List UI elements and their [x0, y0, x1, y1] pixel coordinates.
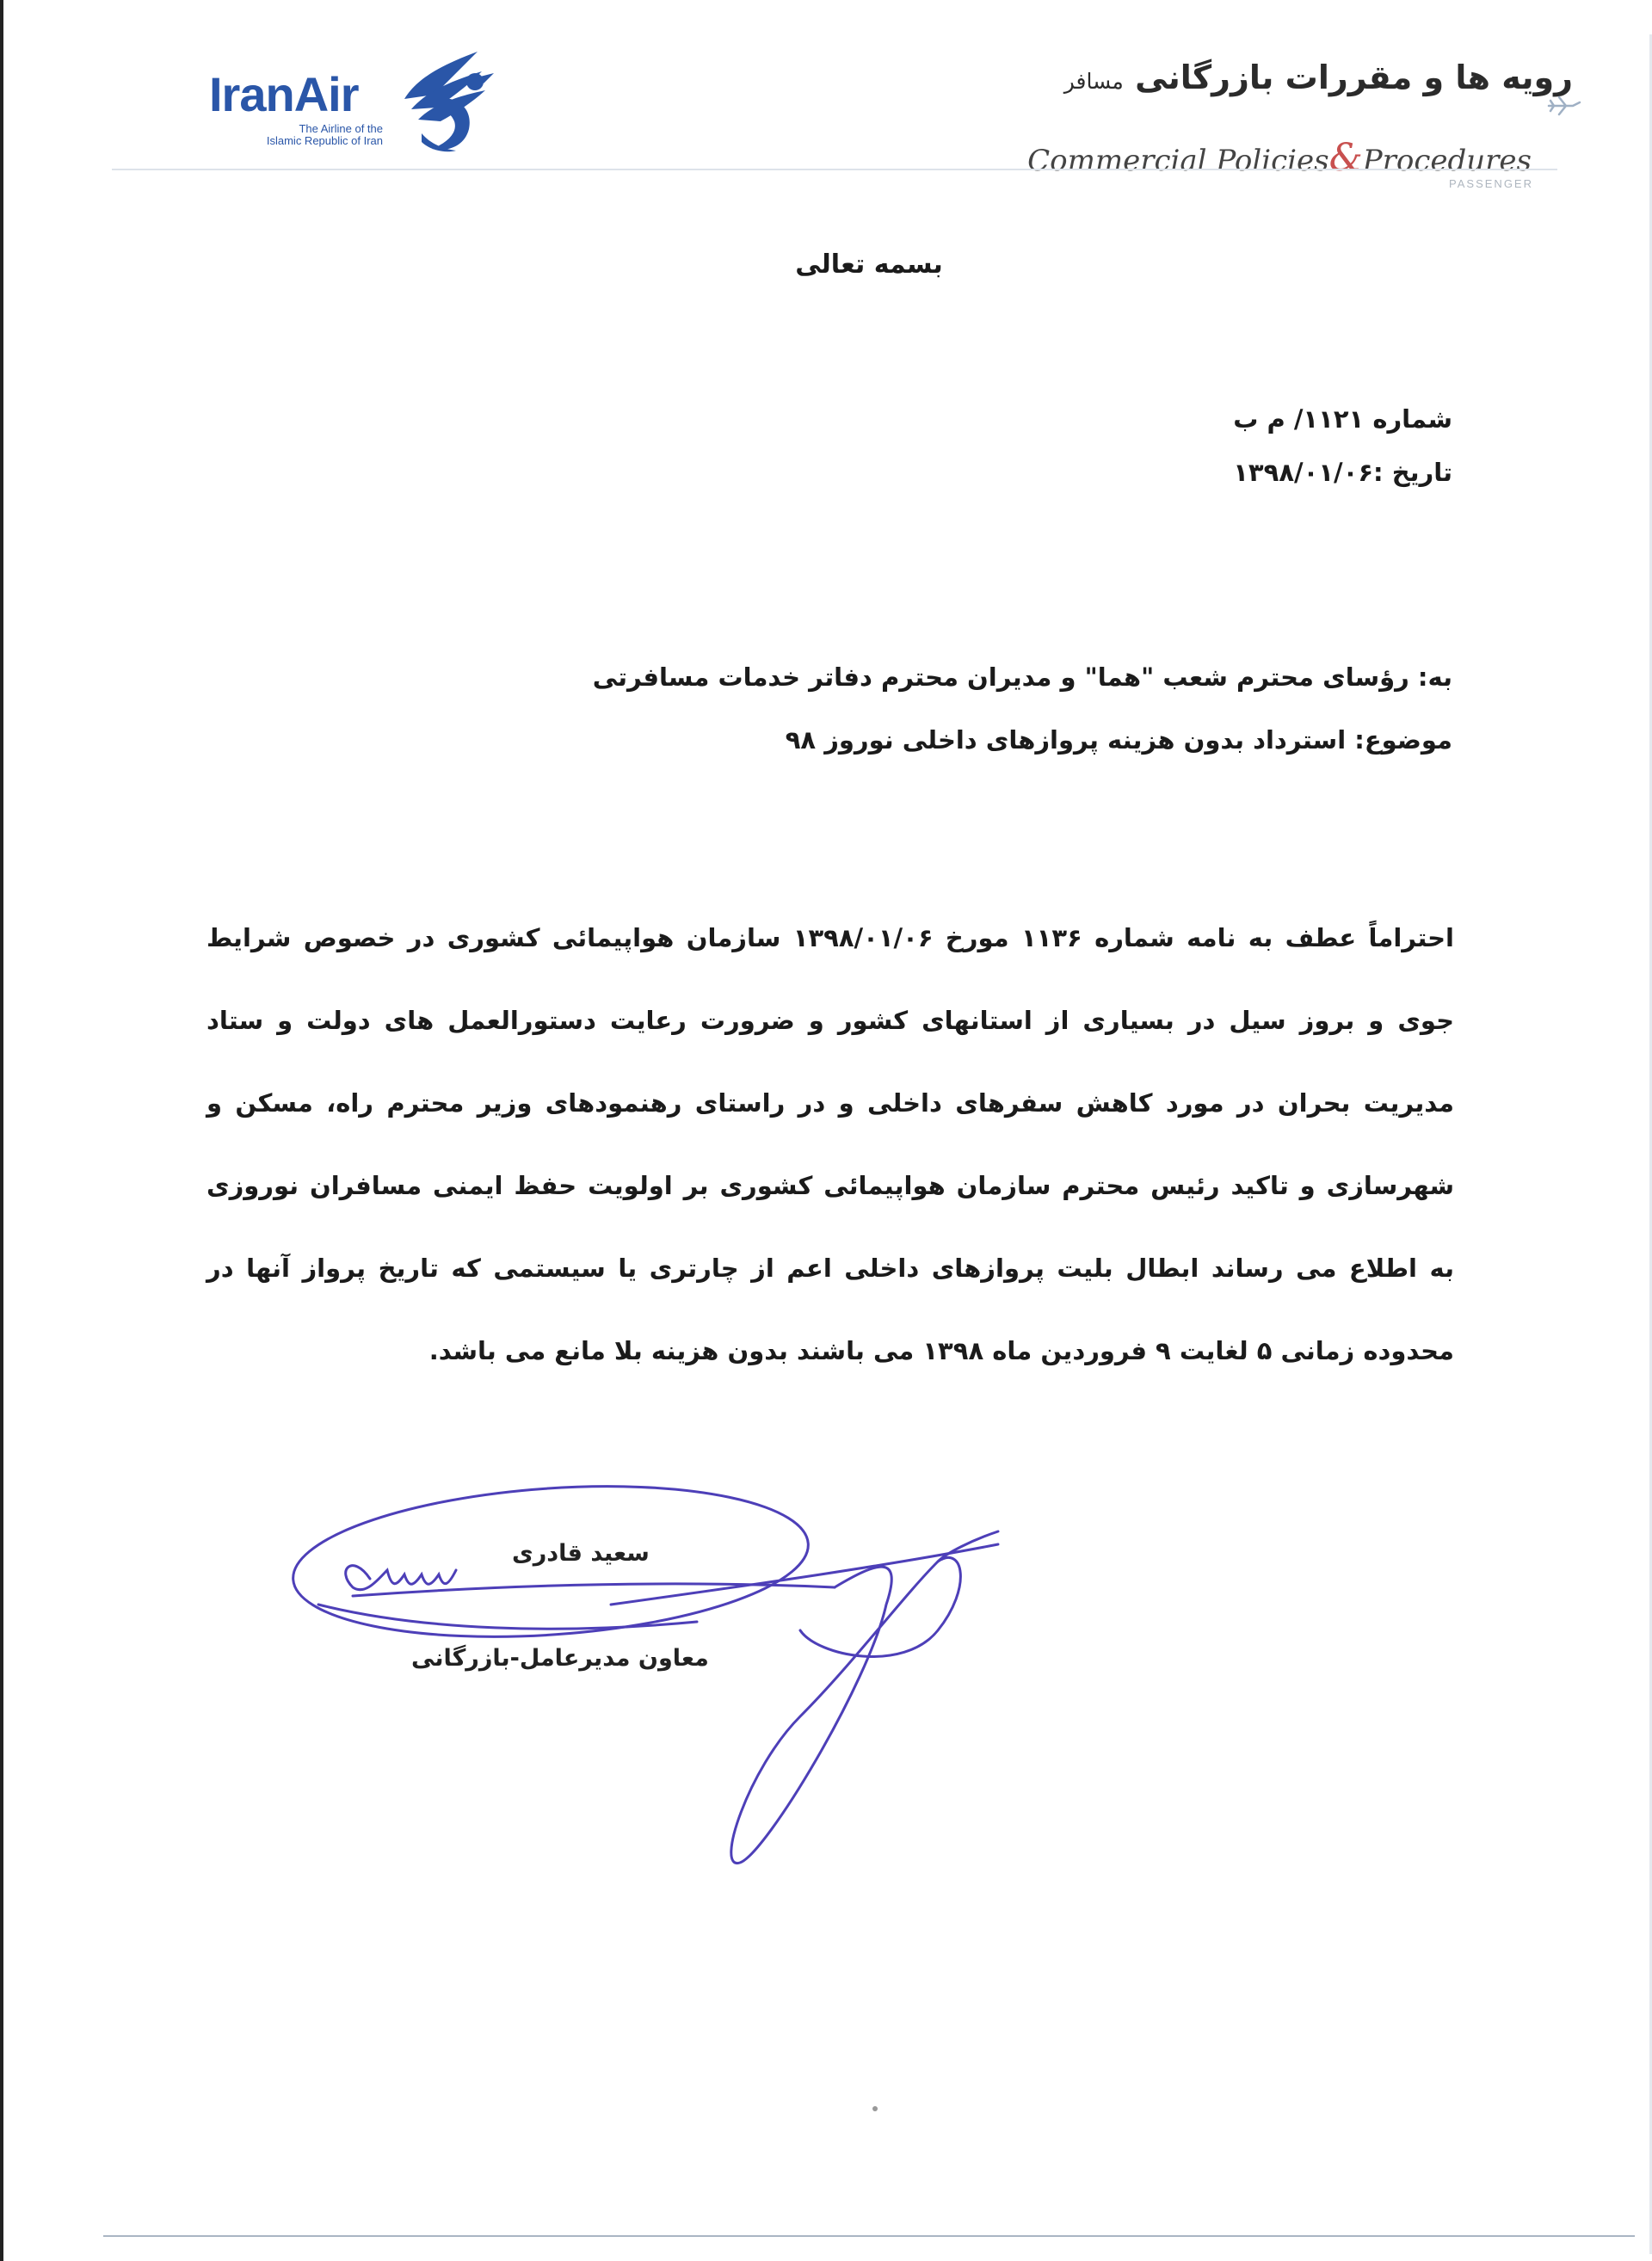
page-left-edge	[0, 0, 3, 2261]
iranair-logo	[202, 47, 495, 159]
header-title-en: Commercial Policies&Procedures	[1027, 136, 1532, 180]
header-title-fa: رویه ها و مقررات بازرگانی مسافر	[1063, 59, 1573, 96]
subject-line: موضوع: استرداد بدون هزینه پروازهای داخلی نوروز ۹۸	[785, 725, 1452, 755]
recipient-line: به: رؤسای محترم شعب "هما" و مدیران محترم دفاتر خدمات مسافرتی	[592, 662, 1452, 692]
header-divider	[112, 169, 1557, 170]
letter-body: احتراماً عطف به نامه شماره ۱۱۳۶ مورخ ۱۳۹۸/۰۱/۰۶ سازمان هواپیمائی کشوری در خصوص شرایط جوی و بروز سیل در بسیاری از استانهای کشور و ضرورت رعایت دستورالعمل های دولت و ستاد مدیریت بحران در مورد کاهش سفرهای داخلی و در راستای رهنمودهای وزیر محترم راه، مسکن و شهرسازی و تاکید رئیس محترم سازمان هواپیمائی کشوری بر اولویت حفظ ایمنی مسافران نوروزی به اطلاع می رساند ابطال بلیت پروازهای داخلی اعم از چارتری یا سیستمی که تاریخ پرواز آنها در محدوده زمانی ۵ لغایت ۹ فروردین ماه ۱۳۹۸ می باشند بدون هزینه بلا مانع می باشد.	[206, 923, 1454, 1365]
airplane-icon	[1547, 95, 1581, 117]
page-mark	[872, 2106, 878, 2111]
signatory-name: سعید قادری	[512, 1540, 650, 1567]
logo-wordmark: IranAir	[209, 67, 359, 121]
signatory-title: معاون مدیرعامل-بازرگانی	[411, 1645, 709, 1672]
letter-number: شماره ۱۱۲۱/ م ب	[1233, 404, 1452, 434]
letter-date: تاریخ :۱۳۹۸/۰۱/۰۶	[1233, 458, 1452, 487]
homa-bird-icon	[396, 47, 499, 155]
logo-tagline: The Airline of the Islamic Republic of Iran	[266, 122, 383, 147]
header-subtitle: PASSENGER	[1449, 177, 1533, 190]
basmala-heading: بسمه تعالی	[795, 250, 943, 280]
footer-line	[103, 2235, 1635, 2237]
handwritten-signature	[284, 1458, 1058, 1923]
